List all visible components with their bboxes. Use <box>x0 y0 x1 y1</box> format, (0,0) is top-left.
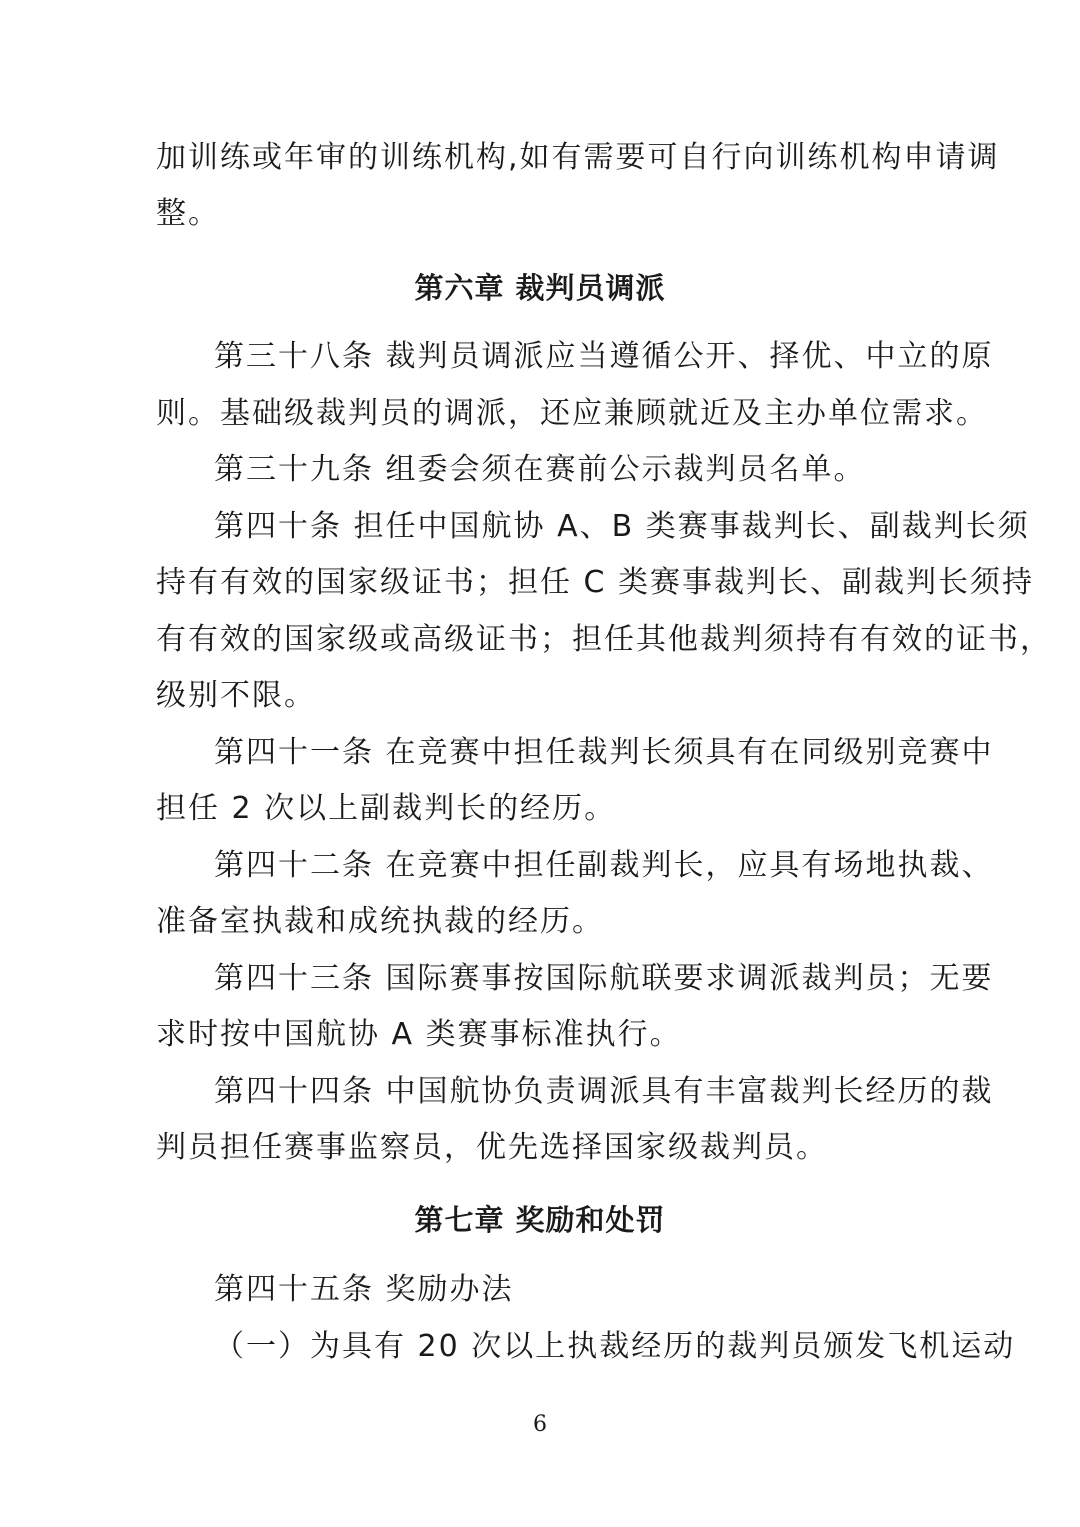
text-line: 加训练或年审的训练机构,如有需要可自行向训练机构申请调 <box>156 140 1000 175</box>
text-line: 求时按中国航协 A 类赛事标准执行。 <box>156 1017 682 1052</box>
text-line: 级别不限。 <box>156 678 316 713</box>
article-43: 第四十三条 国际赛事按国际航联要求调派裁判员；无要 <box>214 961 994 996</box>
chapter-heading: 第七章 奖励和处罚 <box>414 1203 666 1237</box>
article-44: 第四十四条 中国航协负责调派具有丰富裁判长经历的裁 <box>214 1074 994 1109</box>
article-41: 第四十一条 在竞赛中担任裁判长须具有在同级别竞赛中 <box>214 735 994 770</box>
article-45: 第四十五条 奖励办法 <box>214 1272 514 1307</box>
text-line: 持有有效的国家级证书；担任 C 类赛事裁判长、副裁判长须持 <box>156 565 1035 600</box>
text-line: 判员担任赛事监察员，优先选择国家级裁判员。 <box>156 1130 828 1165</box>
text-line: （一）为具有 20 次以上执裁经历的裁判员颁发飞机运动 <box>214 1329 1016 1364</box>
text-line: 准备室执裁和成统执裁的经历。 <box>156 904 604 939</box>
text-line: 有有效的国家级或高级证书；担任其他裁判须持有有效的证书， <box>156 622 1052 657</box>
text-line: 担任 2 次以上副裁判长的经历。 <box>156 791 617 826</box>
article-38: 第三十八条 裁判员调派应当遵循公开、择优、中立的原 <box>214 339 994 374</box>
article-39: 第三十九条 组委会须在赛前公示裁判员名单。 <box>214 452 866 487</box>
article-42: 第四十二条 在竞赛中担任副裁判长，应具有场地执裁、 <box>214 848 994 883</box>
article-40: 第四十条 担任中国航协 A、B 类赛事裁判长、副裁判长须 <box>214 509 1030 544</box>
text-line: 整。 <box>156 196 220 231</box>
text-line: 则。基础级裁判员的调派，还应兼顾就近及主办单位需求。 <box>156 396 988 431</box>
chapter-heading: 第六章 裁判员调派 <box>414 271 666 305</box>
page-number: 6 <box>533 1412 547 1437</box>
